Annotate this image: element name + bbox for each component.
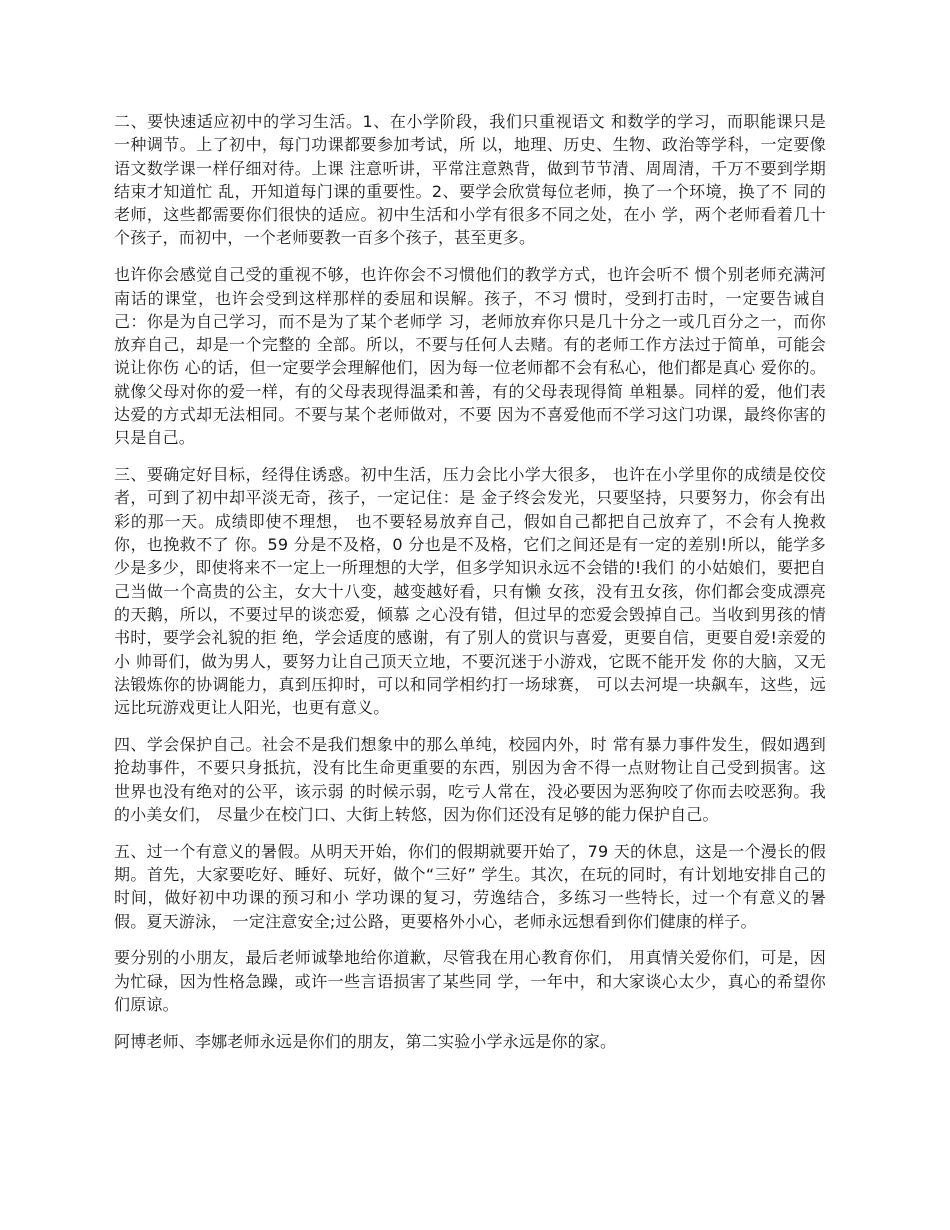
paragraph-apology: 要分别的小朋友，最后老师诚挚地给你道歉，尽管我在用心教育你们， 用真情关爱你们，可是，因为忙碌，因为性格急躁，或许一些言语损害了某些同 学，一年中，和大家谈心太少，真心的希望你们原谅。 bbox=[114, 948, 826, 1014]
paragraph-protect-yourself: 四、学会保护自己。社会不是我们想象中的那么单纯，校园内外，时 常有暴力事件发生，假如遇到抢劫事件，不要只身抵抗，没有比生命更重要的东西，别因为舍不得一点财物让自己受到损害。这世界也没有绝对的公平，该示弱 的时候示弱，吃亏人常在，没必要因为恶狗咬了你而去咬恶狗。我的小美女们， 尽量少在校门口、大街上转悠，因为你们还没有足够的能力保护自己。 bbox=[114, 734, 826, 824]
paragraph-closing: 阿博老师、李娜老师永远是你们的朋友，第二实验小学永远是你的家。 bbox=[114, 1031, 617, 1051]
document-body bbox=[114, 110, 832, 1066]
paragraph-understand-teachers: 也许你会感觉自己受的重视不够，也许你会不习惯他们的教学方式，也许会听不 惯个别老师充满河南话的课堂，也许会受到这样那样的委屈和误解。孩子，不习 惯时，受到打击时，一定要告诫自己：你是为自己学习，而不是为了某个老师学 习，老师放弃你只是几十分之一或几百分之一，而你放弃自己，却是一个完整的 全部。所以，不要与任何人去赌。有的老师工作方法过于简单，可能会说让你伤 心的话，但一定要学会理解他们，因为每一位老师都不会有私心，他们都是真心 爱你的。就像父母对你的爱一样，有的父母表现得温柔和善，有的父母表现得简 单粗暴。同样的爱，他们表达爱的方式却无法相同。不要与某个老师做对，不要 因为不喜爱他而不学习这门功课，最终你害的只是自己。 bbox=[114, 265, 826, 448]
paragraph-meaningful-summer: 五、过一个有意义的暑假。从明天开始，你们的假期就要开始了，79 天的休息，这是一个漫长的假期。首先，大家要吃好、睡好、玩好，做个“三好” 学生。其次，在玩的同时，有计划地安排自己的时间，做好初中功课的预习和小 学功课的复习，劳逸结合，多练习一些特长，过一个有意义的暑假。夏天游泳， 一定注意安全;过公路，更要格外小心，老师永远想看到你们健康的样子。 bbox=[114, 841, 826, 931]
paragraph-set-goals: 三、要确定好目标，经得住诱惑。初中生活，压力会比小学大很多， 也许在小学里你的成绩是佼佼者，可到了初中却平淡无奇，孩子，一定记住：是 金子终会发光，只要坚持，只要努力，你会有出彩的那一天。成绩即使不理想， 也不要轻易放弃自己，假如自己都把自己放弃了，不会有人挽救你，也挽救不了 你。59 分是不及格，0 分也是不及格，它们之间还是有一定的差别!所以，能学多 少是多少，即使将来不一定上一所理想的大学，但多学知识永远不会错的!我们 的小姑娘们，要把自己当做一个高贵的公主，女大十八变，越变越好看，只有懒 女孩，没有丑女孩，你们都会变成漂亮的天鹅，所以，不要过早的谈恋爱，倾慕 之心没有错，但过早的恋爱会毁掉自己。当收到男孩的情书时，要学会礼貌的拒 绝，学会适度的感谢，有了别人的赏识与喜爱，更要自信，更要自爱!亲爱的小 帅哥们，做为男人，要努力让自己顶天立地，不要沉迷于小游戏，它既不能开发 你的大脑，又无法锻炼你的协调能力，真到压抑时，可以和同学相约打一场球赛， 可以去河堤一块飙车，这些，远远比玩游戏更让人阳光，也更有意义。 bbox=[114, 465, 832, 718]
paragraph-adapt-to-middle-school: 二、要快速适应初中的学习生活。1、在小学阶段，我们只重视语文 和数学的学习，而职能课只是一种调节。上了初中，每门功课都要参加考试，所 以，地理、历史、生物、政治等学科，一定要像语文数学课一样仔细对待。上课 注意听讲，平常注意熟背，做到节节清、周周清，千万不要到学期结束才知道忙 乱，开知道每门课的重要性。2、要学会欣赏每位老师，换了一个环境，换了不 同的老师，这些都需要你们很快的适应。初中生活和小学有很多不同之处，在小 学，两个老师看着几十个孩子，而初中，一个老师要教一百多个孩子，甚至更多。 bbox=[114, 112, 826, 248]
